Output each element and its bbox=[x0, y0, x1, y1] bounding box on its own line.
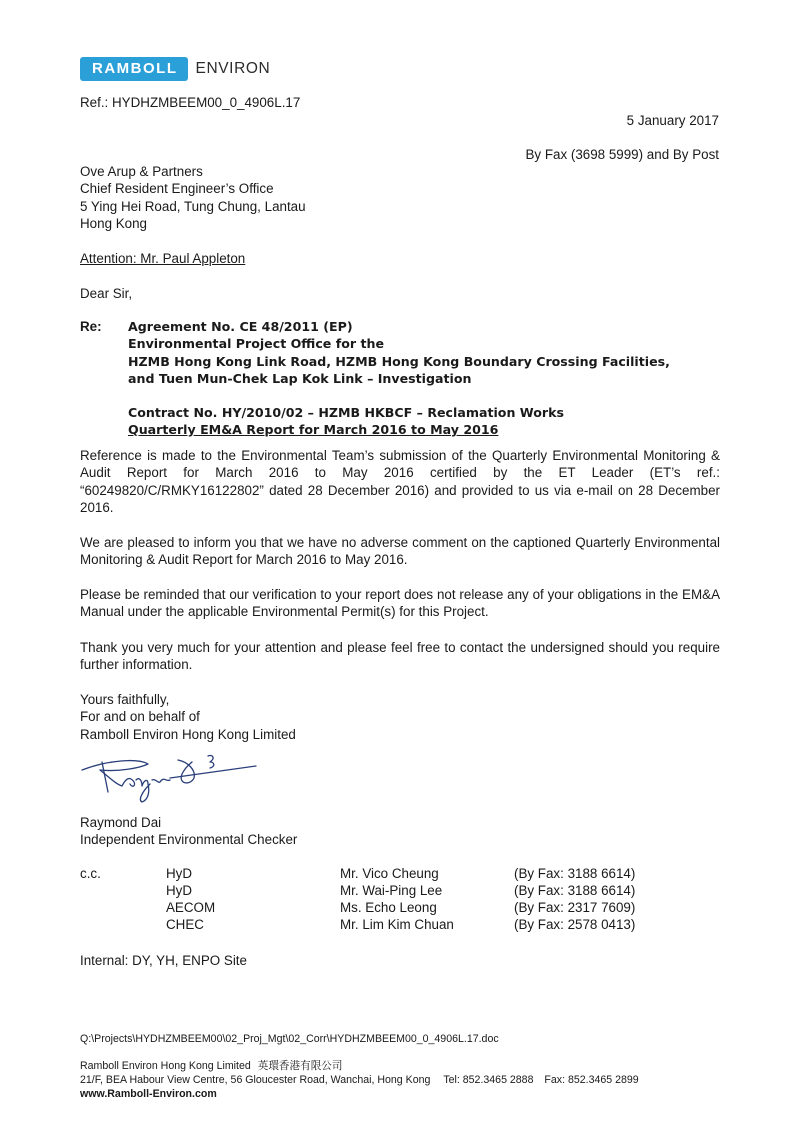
cc-row bbox=[80, 865, 680, 882]
attention-text: Attention: Mr. Paul Appleton bbox=[80, 251, 246, 266]
cc-person: Ms. Echo Leong bbox=[340, 900, 437, 915]
address-line: Ove Arup & Partners bbox=[80, 164, 203, 179]
body-paragraph-3: Please be reminded that our verification to your report does not release any of your obligations in the EM&A Manual under the applicable Environmental Permit(s) for this Project. bbox=[80, 587, 720, 620]
cc-org: HyD bbox=[166, 883, 193, 898]
logo-brand: RAMBOLL bbox=[80, 57, 188, 81]
footer-company-cn: 英環香港有限公司 bbox=[257, 1060, 343, 1072]
attention-line bbox=[80, 250, 245, 267]
footer-tel: Tel: 852.3465 2888 bbox=[443, 1074, 534, 1086]
cc-org: AECOM bbox=[166, 900, 216, 915]
body-paragraph-4: Thank you very much for your attention and please feel free to contact the undersigned should you require further information. bbox=[80, 640, 720, 673]
logo-suffix: ENVIRON bbox=[195, 60, 271, 78]
subject-block bbox=[128, 318, 670, 438]
report-title: Quarterly EM&A Report for March 2016 to May 2016 bbox=[128, 422, 499, 438]
reference-number: Ref.: HYDHZMBEEM00_0_4906L.17 bbox=[80, 95, 301, 110]
address-line: Chief Resident Engineer’s Office bbox=[80, 181, 274, 197]
address-line: 5 Ying Hei Road, Tung Chung, Lantau bbox=[80, 198, 306, 214]
cc-org: HyD bbox=[166, 866, 193, 881]
subject-line: and Tuen Mun-Chek Lap Kok Link – Investigation bbox=[128, 371, 472, 387]
cc-org: CHEC bbox=[166, 917, 204, 932]
salutation: Dear Sir, bbox=[80, 286, 133, 301]
address-line: Hong Kong bbox=[80, 216, 148, 232]
footer-company bbox=[80, 1059, 342, 1073]
cc-label: c.c. bbox=[80, 866, 101, 881]
file-path: Q:\Projects\HYDHZMBEEM00\02_Proj_Mgt\02_Corr\HYDHZMBEEM00_0_4906L.17.doc bbox=[80, 1033, 499, 1045]
closing-line: Ramboll Environ Hong Kong Limited bbox=[80, 726, 296, 742]
footer-fax: Fax: 852.3465 2899 bbox=[544, 1074, 639, 1086]
report-line bbox=[128, 421, 670, 438]
subject-line: Agreement No. CE 48/2011 (EP) bbox=[128, 319, 353, 334]
body-paragraph-2: We are pleased to inform you that we have no adverse comment on the captioned Quarterly Environmental Monitoring & Audit Report for March 2016 to May 2016. bbox=[80, 535, 720, 568]
closing-line: For and on behalf of bbox=[80, 709, 200, 725]
contract-line: Contract No. HY/2010/02 – HZMB HKBCF – Reclamation Works bbox=[128, 404, 564, 420]
cc-person: Mr. Wai-Ping Lee bbox=[340, 883, 443, 898]
cc-fax: (By Fax: 2578 0413) bbox=[514, 917, 636, 932]
company-logo bbox=[80, 57, 270, 81]
footer-website-link[interactable]: www.Ramboll-Environ.com bbox=[80, 1088, 217, 1100]
cc-row bbox=[80, 916, 680, 933]
cc-row bbox=[80, 882, 680, 899]
signer-title: Independent Environmental Checker bbox=[80, 832, 298, 847]
footer-company-name: Ramboll Environ Hong Kong Limited bbox=[80, 1060, 251, 1072]
cc-fax: (By Fax: 3188 6614) bbox=[514, 883, 636, 898]
internal-distribution: Internal: DY, YH, ENPO Site bbox=[80, 953, 247, 968]
subject-line: HZMB Hong Kong Link Road, HZMB Hong Kong Boundary Crossing Facilities, bbox=[128, 353, 670, 369]
footer-address: 21/F, BEA Habour View Centre, 56 Gloucester Road, Wanchai, Hong Kong bbox=[80, 1074, 431, 1086]
cc-fax: (By Fax: 3188 6614) bbox=[514, 866, 636, 881]
closing-block bbox=[80, 691, 296, 743]
cc-fax: (By Fax: 2317 7609) bbox=[514, 900, 636, 915]
body-paragraph-1: Reference is made to the Environmental Team’s submission of the Quarterly Environmental Monitoring & Audit Report for March 2016 to May 2016 certified by the ET Leader (ET’s ref.: “60249820/C/RMKY16122802” dated 28 December 2016) and provided to us via e-mail on 28 December 2016. bbox=[80, 448, 720, 516]
handwritten-signature bbox=[78, 748, 258, 808]
letter-date: 5 January 2017 bbox=[626, 113, 719, 128]
cc-person: Mr. Vico Cheung bbox=[340, 866, 439, 881]
cc-row bbox=[80, 899, 680, 916]
cc-person: Mr. Lim Kim Chuan bbox=[340, 917, 454, 932]
closing-line: Yours faithfully, bbox=[80, 692, 170, 707]
subject-label: Re: bbox=[80, 319, 102, 334]
delivery-method: By Fax (3698 5999) and By Post bbox=[525, 147, 719, 162]
recipient-address bbox=[80, 163, 306, 233]
signer-name: Raymond Dai bbox=[80, 815, 162, 830]
subject-line: Environmental Project Office for the bbox=[128, 336, 384, 352]
footer-contact bbox=[80, 1073, 639, 1087]
